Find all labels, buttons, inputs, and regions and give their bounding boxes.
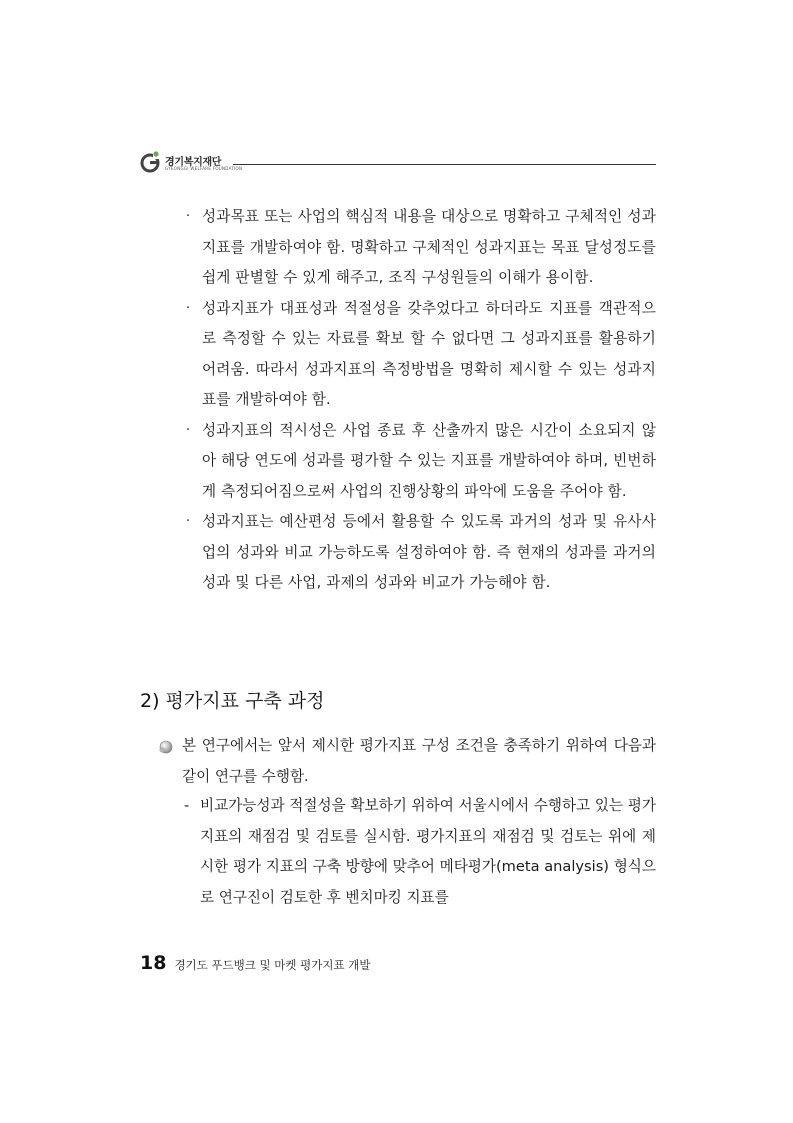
section-item xyxy=(158,731,656,792)
bullet-marker: · xyxy=(186,209,191,224)
list-item xyxy=(186,416,656,508)
bullet-text: 성과지표는 예산편성 등에서 활용할 수 있도록 과거의 성과 및 유사사업의 성과와 비교 가능하도록 설정하여야 함. 즉 현재의 성과를 과거의 성과 및 다른 사업, 과제의 성과와 비교가 가능해야 함. xyxy=(202,513,656,591)
bullet-text: 성과지표가 대표성과 적절성을 갖추었다고 하더라도 지표를 객관적으로 측정할 수 있는 자료를 확보 할 수 없다면 그 성과지표를 활용하기 어려움. 따라서 성과지표의 측정방법을 명확히 제시할 수 있는 성과지표를 개발하여야 함. xyxy=(202,299,656,408)
section-heading: 2) 평가지표 구축 과정 xyxy=(140,690,325,712)
page-footer xyxy=(140,952,370,976)
dash-marker: - xyxy=(184,797,190,814)
page-number: 18 xyxy=(140,952,167,974)
org-subtitle: GYEONGGI WELFARE FOUNDATION xyxy=(165,166,243,171)
bullet-text: 성과지표의 적시성은 사업 종료 후 산출까지 많은 시간이 소요되지 않아 해당 연도에 성과를 평가할 수 있는 지표를 개발하여야 하며, 빈번하게 측정되어짐으로써 사업의 진행상황의 파악에 도움을 주어야 함. xyxy=(202,421,657,500)
header-divider xyxy=(233,164,656,165)
report-title: 경기도 푸드뱅크 및 마켓 평가지표 개발 xyxy=(174,958,371,972)
sub-item-text: 비교가능성과 적절성을 확보하기 위하여 서울시에서 수행하고 있는 평가 지표의 재점검 및 검토를 실시함. 평가지표의 재점검 및 검토는 위에 제시한 평가 지표의 구축 방향에 맞추어 메타평가(meta analysis) 형식으로 연구진이 검토한 후 벤치마킹 지표를 xyxy=(200,797,656,906)
bullet-ball-icon xyxy=(158,739,173,754)
item-text: 본 연구에서는 앞서 제시한 평가지표 구성 조건을 충족하기 위하여 다음과 같이 연구를 수행함. xyxy=(182,737,656,785)
bullet-text: 성과목표 또는 사업의 핵심적 내용을 대상으로 명확하고 구체적인 성과지표를 개발하여야 함. 명확하고 구체적인 성과지표는 목표 달성정도를 쉽게 판별할 수 있게 해주고, 조직 구성원들의 이해가 용이함. xyxy=(202,208,656,286)
bullet-marker: · xyxy=(186,422,191,438)
bullet-list xyxy=(186,202,656,599)
list-item xyxy=(186,202,656,294)
org-name: 경기복지재단 xyxy=(165,157,222,168)
bullet-marker: · xyxy=(186,300,191,316)
list-item xyxy=(186,294,656,416)
bullet-marker: · xyxy=(186,514,191,529)
foundation-logo-icon xyxy=(140,150,162,174)
sub-item xyxy=(184,791,656,913)
list-item xyxy=(186,507,656,599)
page-header xyxy=(140,148,656,178)
